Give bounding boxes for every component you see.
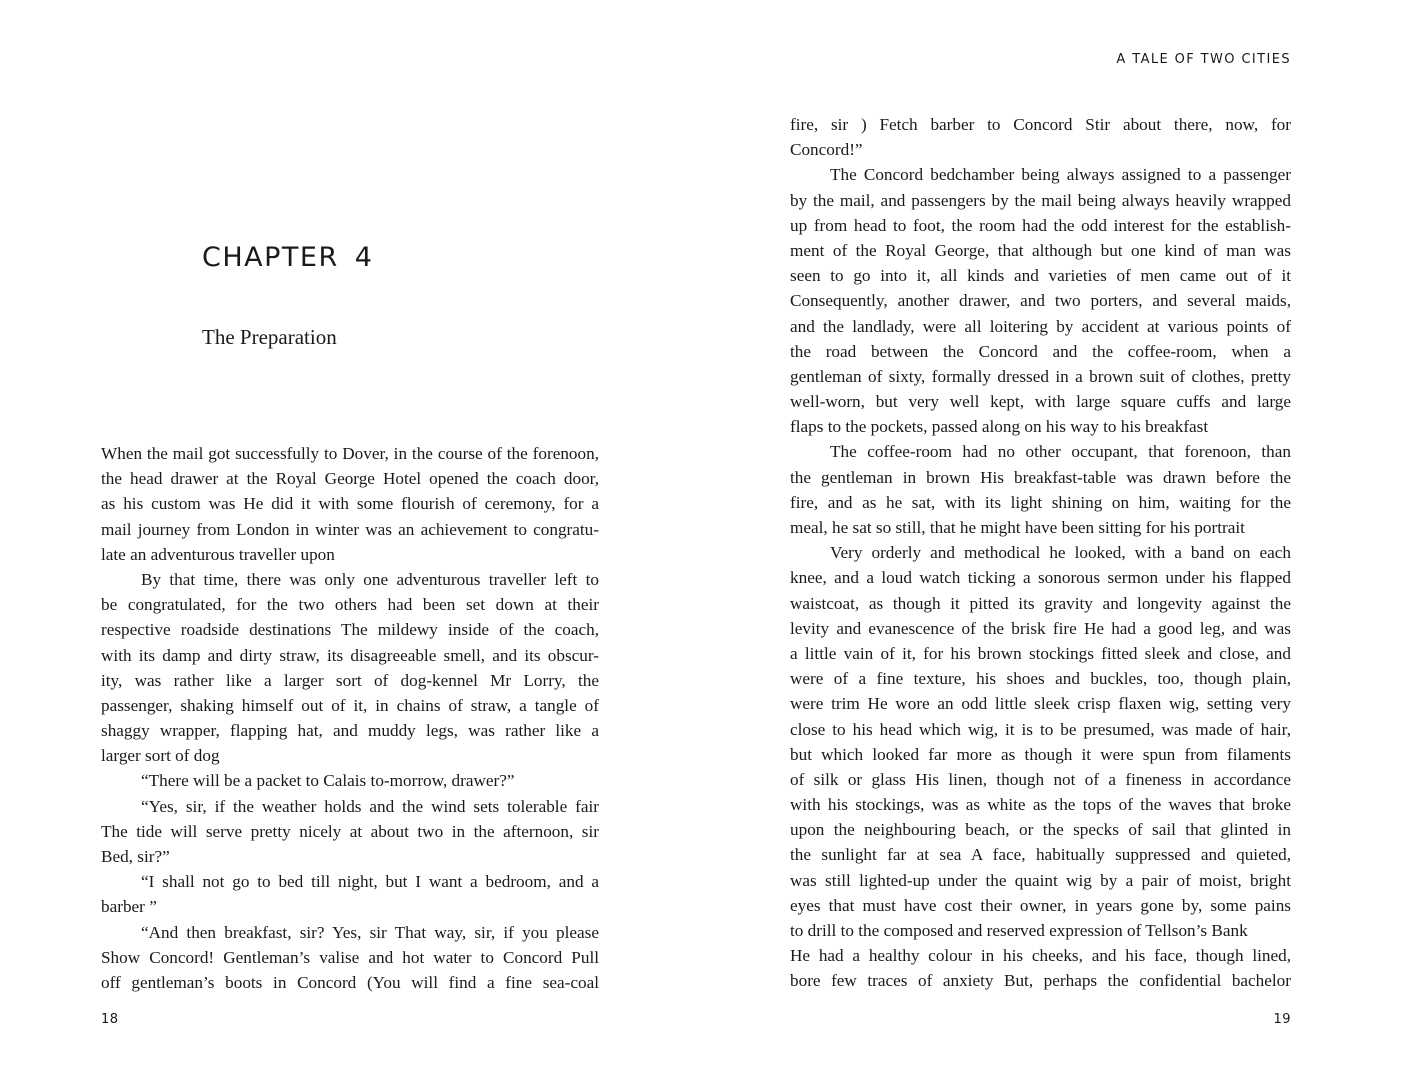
text-line: “There will be a packet to Calais to-morrow, drawer?” xyxy=(141,771,515,791)
text-line: was still lighted-up under the quaint wig by a pair of moist, bright xyxy=(790,870,1291,890)
text-line: be congratulated, for the two others had been set down at their xyxy=(101,595,599,615)
page-number-left: 18 xyxy=(101,1012,119,1027)
text-line: fire, sir ) Fetch barber to Concord Stir about there, now, for xyxy=(790,115,1291,134)
text-line: ity, was rather like a larger sort of dog-kennel Mr Lorry, the xyxy=(101,670,599,690)
text-line: a little vain of it, for his brown stockings fitted sleek and close, and xyxy=(790,643,1291,663)
text-line: close to his head which wig, it is to be presumed, was made of hair, xyxy=(790,719,1291,739)
left-page-body-text xyxy=(101,441,599,995)
text-line: flaps to the pockets, passed along on his way to his breakfast xyxy=(790,417,1209,437)
text-line: shaggy wrapper, flapping hat, and muddy legs, was rather like a xyxy=(101,721,599,741)
text-line: “I shall not go to bed till night, but I want a bedroom, and a xyxy=(141,872,599,892)
text-line: Very orderly and methodical he looked, with a band on each xyxy=(830,543,1291,563)
text-line: with his stockings, was as white as the tops of the waves that broke xyxy=(790,795,1291,815)
text-line: larger sort of dog xyxy=(101,746,220,766)
text-line: meal, he sat so still, that he might have been sitting for his portrait xyxy=(790,518,1245,537)
running-head: A TALE OF TWO CITIES xyxy=(1116,52,1291,67)
text-line: seen to go into it, all kinds and varieties of men came out of it xyxy=(790,266,1291,286)
text-line: of silk or glass His linen, though not of a fineness in accordance xyxy=(790,769,1291,789)
text-line: the gentleman in brown His breakfast-table was drawn before the xyxy=(790,467,1291,487)
text-line: respective roadside destinations The mildewy inside of the coach, xyxy=(101,620,599,640)
text-line: but which looked far more as though it were spun from filaments xyxy=(790,744,1291,764)
text-line: by the mail, and passengers by the mail being always heavily wrapped xyxy=(790,190,1291,210)
text-line: He had a healthy colour in his cheeks, and his face, though lined, xyxy=(790,946,1291,966)
text-line: with its damp and dirty straw, its disagreeable smell, and its obscur- xyxy=(101,645,599,665)
text-line: the head drawer at the Royal George Hotel opened the coach door, xyxy=(101,469,599,489)
text-line: off gentleman’s boots in Concord (You will find a fine sea-coal xyxy=(101,972,599,992)
chapter-heading: CHAPTER 4 xyxy=(202,242,374,273)
text-line: gentleman of sixty, formally dressed in a brown suit of clothes, pretty xyxy=(790,366,1291,386)
text-line: waistcoat, as though it pitted its gravity and longevity against the xyxy=(790,593,1291,613)
text-line: By that time, there was only one adventurous traveller left to xyxy=(141,569,599,589)
text-line: Bed, sir?” xyxy=(101,847,170,866)
text-line: upon the neighbouring beach, or the specks of sail that glinted in xyxy=(790,820,1291,840)
text-line: were trim He wore an odd little sleek crisp flaxen wig, setting very xyxy=(790,694,1291,714)
text-line: ment of the Royal George, that although but one kind of man was xyxy=(790,240,1291,260)
text-line: to drill to the composed and reserved expression of Tellson’s Bank xyxy=(790,921,1248,940)
text-line: and the landlady, were all loitering by accident at various points of xyxy=(790,316,1291,336)
text-line: were of a fine texture, his shoes and buckles, too, though plain, xyxy=(790,669,1291,689)
text-line: passenger, shaking himself out of it, in chains of straw, a tangle of xyxy=(101,695,599,715)
text-line: knee, and a loud watch ticking a sonorous sermon under his flapped xyxy=(790,568,1291,588)
text-line: bore few traces of anxiety But, perhaps the confidential bachelor xyxy=(790,971,1291,991)
chapter-title: The Preparation xyxy=(202,325,337,349)
text-line: “Yes, sir, if the weather holds and the wind sets tolerable fair xyxy=(141,796,599,816)
text-line: the road between the Concord and the coffee-room, when a xyxy=(790,341,1291,361)
text-line: mail journey from London in winter was an achievement to congratu- xyxy=(101,519,599,539)
text-line: The coffee-room had no other occupant, that forenoon, than xyxy=(830,442,1291,462)
right-page-body-text xyxy=(790,112,1291,994)
text-line: Consequently, another drawer, and two porters, and several maids, xyxy=(790,291,1291,311)
right-page xyxy=(701,0,1402,1080)
text-line: as his custom was He did it with some flourish of ceremony, for a xyxy=(101,494,599,514)
text-line: The Concord bedchamber being always assigned to a passenger xyxy=(830,165,1291,185)
page-number-right: 19 xyxy=(1273,1012,1291,1027)
text-line: barber ” xyxy=(101,897,157,917)
text-line: the sunlight far at sea A face, habitually suppressed and quieted, xyxy=(790,845,1291,865)
text-line: fire, and as he sat, with its light shining on him, waiting for the xyxy=(790,492,1291,512)
text-line: Show Concord! Gentleman’s valise and hot water to Concord Pull xyxy=(101,947,599,967)
text-line: eyes that must have cost their owner, in years gone by, some pains xyxy=(790,895,1291,915)
text-line: “And then breakfast, sir? Yes, sir That way, sir, if you please xyxy=(141,922,599,942)
text-line: When the mail got successfully to Dover, in the course of the forenoon, xyxy=(101,444,599,463)
text-line: late an adventurous traveller upon xyxy=(101,544,335,564)
text-line: Concord!” xyxy=(790,140,863,160)
text-line: The tide will serve pretty nicely at about two in the afternoon, sir xyxy=(101,821,599,841)
text-line: levity and evanescence of the brisk fire He had a good leg, and was xyxy=(790,618,1291,638)
text-line: up from head to foot, the room had the odd interest for the establish- xyxy=(790,215,1291,235)
text-line: well-worn, but very well kept, with large square cuffs and large xyxy=(790,392,1291,412)
